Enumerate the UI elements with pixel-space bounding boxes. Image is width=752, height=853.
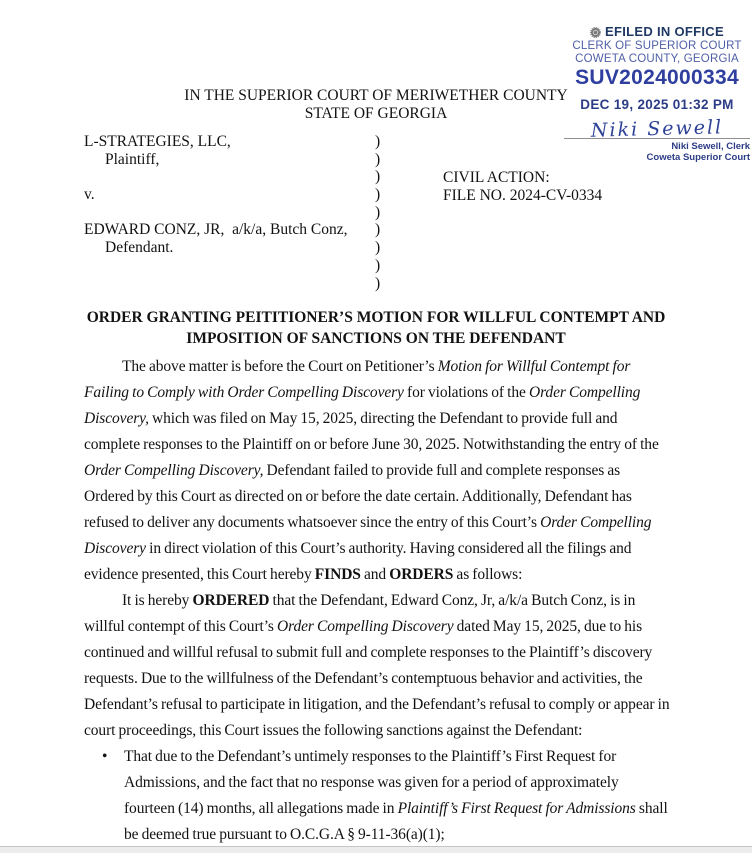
text-run: Order Compelling Discovery, — [84, 384, 641, 427]
court-header — [0, 87, 752, 122]
text-run: ORDERS — [389, 566, 454, 583]
caption-paren: ) — [375, 186, 381, 204]
text-run: It is hereby — [122, 592, 193, 609]
caption-row: v. — [84, 186, 95, 204]
text-run: which was filed on May 15, 2025, directing the Defendant to provide full and complete responses to the Plaintiff on or before June 30, 2025. Notwithstanding the entry of the — [84, 410, 659, 453]
text-run: as follows: — [453, 566, 523, 583]
caption-row — [84, 257, 347, 275]
court-name: IN THE SUPERIOR COURT OF MERIWETHER COUNTY — [184, 87, 568, 104]
caption-row — [84, 168, 347, 186]
court-state: STATE OF GEORGIA — [304, 104, 448, 122]
text-run: and — [360, 566, 390, 583]
county-line: COWETA COUNTY, GEORGIA — [575, 53, 739, 65]
text-run: Order Compelling Discovery — [277, 618, 454, 635]
signer-court: Coweta Superior Court — [646, 152, 750, 163]
efiling-datetime: DEC 19, 2025 01:32 PM — [580, 97, 734, 112]
civil-action-label: CIVIL ACTION: — [443, 169, 550, 186]
caption-case-info — [443, 169, 602, 205]
text-run: Defendant failed to provide full and complete responses as Ordered by this Court as directed on or before the date certain. Additionally, Defendant has refused to deliver any documents whatsoever since the entry of this Court’s — [84, 462, 632, 531]
order-title — [0, 307, 752, 349]
caption-row: L-STRATEGIES, LLC, — [84, 133, 231, 150]
text-run: The above matter is before the Court on Petitioner’s — [122, 358, 438, 375]
caption-parens — [375, 133, 380, 292]
text-run: in direct violation of this Court’s authority. Having considered all the filings and evidence presented, this Court hereby — [84, 540, 632, 583]
body-paragraph — [84, 588, 672, 744]
court-seal-icon — [590, 26, 601, 37]
caption-paren: ) — [375, 150, 381, 168]
text-run: ORDERED — [192, 592, 270, 609]
text-run: That due to the Defendant’s untimely responses to the Plaintiff’s First Request for Admissions, and the fact that no response was given for a period of approximately fourteen (14) months, all allegations made in — [124, 748, 619, 817]
order-title-line1: ORDER GRANTING PEITITIONER’S MOTION FOR WILLFUL CONTEMPT AND — [86, 309, 666, 326]
caption-paren: ) — [375, 274, 381, 292]
text-run: that the Defendant, Edward Conz, Jr, a/k/a Butch Conz, is in willful contempt of this Court’s — [84, 592, 636, 635]
efiled-line — [564, 24, 750, 39]
caption-row — [84, 204, 347, 222]
caption-paren: ) — [375, 133, 381, 150]
caption-paren: ) — [375, 256, 381, 274]
clerk-of-court-line: CLERK OF SUPERIOR COURT — [572, 40, 742, 52]
caption-row: Defendant. — [105, 239, 174, 257]
text-run: shall be deemed true pursuant to O.C.G.A § 9-11-36(a)(1); — [124, 800, 668, 843]
file-number: FILE NO. 2024-CV-0334 — [443, 187, 603, 204]
bullet-icon: • — [102, 748, 108, 765]
text-run: Motion for Willful Contempt for Failing to Comply with Order Compelling Discovery — [84, 358, 631, 401]
caption-parties — [84, 133, 347, 292]
caption-paren: ) — [375, 239, 381, 257]
caption-paren: ) — [375, 221, 381, 239]
caption-row: EDWARD CONZ, JR, a/k/a, Butch Conz, — [84, 221, 348, 239]
caption-paren: ) — [375, 168, 381, 186]
text-run: Plaintiff’s First Request for Admissions — [397, 800, 636, 817]
text-run: for violations of the — [403, 384, 529, 401]
bullet-text — [124, 744, 672, 848]
viewer-bottom-edge — [0, 846, 752, 853]
text-run: FINDS — [314, 566, 361, 583]
body-paragraph — [84, 354, 672, 588]
order-title-line2: IMPOSITION OF SANCTIONS ON THE DEFENDANT — [186, 330, 566, 347]
text-run: dated May 15, 2025, due to his continued and willful refusal to submit full and complete responses to the Plaintiff’s discovery requests. Due to the willfulness of the Defendant’s contemptuous behavior and activities, the Defendant’s refusal to participate in litigation, and the Defendant’s refusal to comply or appear in court proceedings, this Court issues the following sanctions against the Defendant: — [84, 618, 670, 739]
sanction-bullet — [84, 744, 672, 848]
efiling-case-number: SUV2024000334 — [575, 66, 739, 89]
caption-paren: ) — [375, 203, 381, 221]
caption-row: Plaintiff, — [105, 150, 160, 168]
caption-row — [84, 275, 347, 293]
efiled-text: EFILED IN OFFICE — [605, 24, 724, 39]
clerk-signature: Niki Sewell — [590, 116, 724, 142]
text-run: Order Compelling Discovery — [84, 514, 652, 557]
text-run: Order Compelling Discovery, — [84, 462, 264, 479]
order-body — [84, 354, 672, 848]
signature-block — [564, 141, 750, 163]
signer-name: Niki Sewell, Clerk — [671, 141, 750, 152]
